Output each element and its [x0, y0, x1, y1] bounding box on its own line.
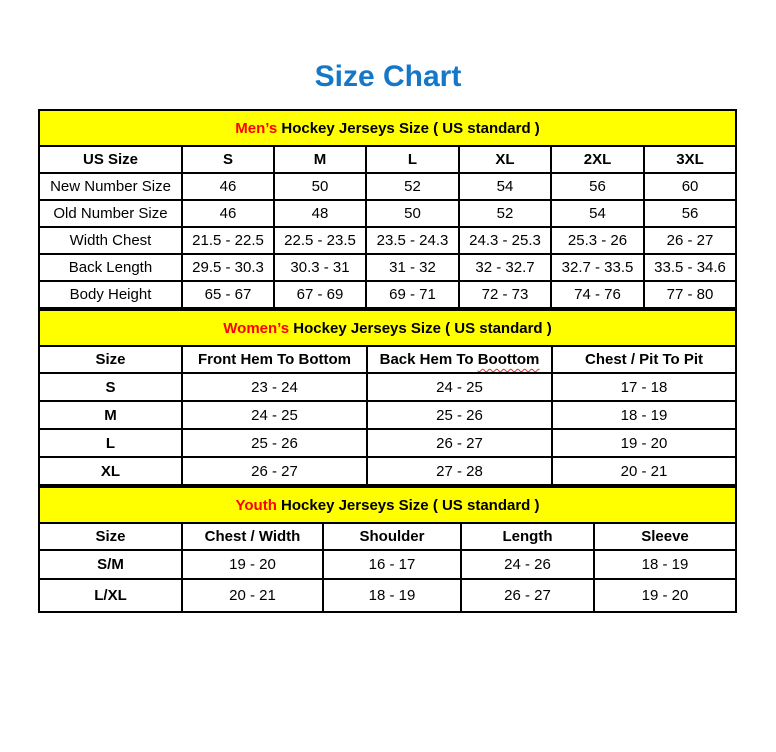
youth-size-value: 18 - 19: [323, 579, 461, 612]
youth-banner-text: Hockey Jerseys Size ( US standard ): [276, 496, 540, 514]
youth-size-value: 19 - 20: [182, 550, 323, 579]
mens-size-value: 72 - 73: [459, 281, 551, 308]
youth-data-row: [39, 579, 736, 612]
mens-size-value: 29.5 - 30.3: [182, 254, 274, 281]
mens-size-value: 54: [551, 200, 644, 227]
mens-size-value: 23.5 - 24.3: [366, 227, 459, 254]
womens-data-row: [39, 373, 736, 401]
womens-data-row: [39, 401, 736, 429]
womens-size-value: 27 - 28: [367, 457, 552, 485]
womens-banner-row: [39, 310, 736, 346]
womens-data-row: [39, 457, 736, 485]
mens-column-header: S: [182, 146, 274, 173]
mens-row-label: New Number Size: [39, 173, 182, 200]
womens-size-value: 26 - 27: [367, 429, 552, 457]
womens-column-header: Chest / Pit To Pit: [552, 346, 736, 373]
mens-column-header: US Size: [39, 146, 182, 173]
mens-banner-row: [39, 110, 736, 146]
womens-banner-highlight: Women’s: [223, 319, 290, 337]
womens-size-value: 18 - 19: [552, 401, 736, 429]
mens-size-value: 52: [459, 200, 551, 227]
womens-section-banner: [39, 310, 736, 346]
mens-size-value: 56: [551, 173, 644, 200]
mens-column-header: L: [366, 146, 459, 173]
youth-data-row: [39, 550, 736, 579]
mens-size-value: 24.3 - 25.3: [459, 227, 551, 254]
mens-section-banner: [39, 110, 736, 146]
youth-column-header: Sleeve: [594, 523, 736, 550]
mens-size-value: 30.3 - 31: [274, 254, 366, 281]
mens-size-value: 65 - 67: [182, 281, 274, 308]
womens-data-row: [39, 429, 736, 457]
womens-size-value: 24 - 25: [367, 373, 552, 401]
womens-header-row: [39, 346, 736, 373]
youth-size-value: 20 - 21: [182, 579, 323, 612]
mens-banner-highlight: Men’s: [235, 119, 278, 137]
mens-size-value: 56: [644, 200, 736, 227]
womens-row-label: S: [39, 373, 182, 401]
womens-row-label: L: [39, 429, 182, 457]
mens-size-value: 32 - 32.7: [459, 254, 551, 281]
mens-size-value: 50: [274, 173, 366, 200]
mens-size-value: 46: [182, 173, 274, 200]
mens-row-label: Back Length: [39, 254, 182, 281]
mens-size-value: 50: [366, 200, 459, 227]
mens-size-value: 69 - 71: [366, 281, 459, 308]
womens-column-header: Front Hem To Bottom: [182, 346, 367, 373]
mens-data-row: [39, 200, 736, 227]
youth-column-header: Length: [461, 523, 594, 550]
mens-size-value: 74 - 76: [551, 281, 644, 308]
mens-row-label: Old Number Size: [39, 200, 182, 227]
mens-banner-text: Hockey Jerseys Size ( US standard ): [277, 119, 540, 137]
mens-column-header: XL: [459, 146, 551, 173]
misspelled-word-squiggle: Boottom: [477, 351, 540, 368]
mens-data-row: [39, 227, 736, 254]
womens-column-header: Back Hem To Boottom: [367, 346, 552, 373]
womens-size-table: [38, 309, 737, 486]
youth-header-row: [39, 523, 736, 550]
mens-column-header: M: [274, 146, 366, 173]
mens-size-value: 22.5 - 23.5: [274, 227, 366, 254]
mens-size-value: 32.7 - 33.5: [551, 254, 644, 281]
youth-row-label: L/XL: [39, 579, 182, 612]
mens-size-value: 48: [274, 200, 366, 227]
mens-size-value: 77 - 80: [644, 281, 736, 308]
womens-size-value: 17 - 18: [552, 373, 736, 401]
womens-size-value: 25 - 26: [367, 401, 552, 429]
womens-column-header: Size: [39, 346, 182, 373]
mens-size-value: 33.5 - 34.6: [644, 254, 736, 281]
youth-size-value: 18 - 19: [594, 550, 736, 579]
youth-size-value: 16 - 17: [323, 550, 461, 579]
mens-size-value: 52: [366, 173, 459, 200]
mens-size-value: 67 - 69: [274, 281, 366, 308]
mens-size-value: 31 - 32: [366, 254, 459, 281]
size-chart-container: [38, 109, 737, 613]
womens-row-label: XL: [39, 457, 182, 485]
mens-data-row: [39, 281, 736, 308]
womens-size-value: 26 - 27: [182, 457, 367, 485]
womens-size-value: 25 - 26: [182, 429, 367, 457]
mens-size-value: 54: [459, 173, 551, 200]
youth-size-value: 24 - 26: [461, 550, 594, 579]
youth-size-value: 19 - 20: [594, 579, 736, 612]
youth-column-header: Size: [39, 523, 182, 550]
mens-size-value: 60: [644, 173, 736, 200]
youth-section-banner: [39, 487, 736, 523]
mens-size-table: [38, 109, 737, 309]
youth-banner-row: [39, 487, 736, 523]
youth-column-header: Chest / Width: [182, 523, 323, 550]
mens-row-label: Body Height: [39, 281, 182, 308]
youth-row-label: S/M: [39, 550, 182, 579]
mens-data-row: [39, 173, 736, 200]
youth-size-table: [38, 486, 737, 613]
womens-size-value: 19 - 20: [552, 429, 736, 457]
mens-column-header: 3XL: [644, 146, 736, 173]
mens-column-header: 2XL: [551, 146, 644, 173]
youth-size-value: 26 - 27: [461, 579, 594, 612]
mens-size-value: 21.5 - 22.5: [182, 227, 274, 254]
mens-data-row: [39, 254, 736, 281]
womens-banner-text: Hockey Jerseys Size ( US standard ): [289, 319, 552, 337]
womens-row-label: M: [39, 401, 182, 429]
youth-column-header: Shoulder: [323, 523, 461, 550]
womens-size-value: 23 - 24: [182, 373, 367, 401]
mens-size-value: 46: [182, 200, 274, 227]
womens-size-value: 20 - 21: [552, 457, 736, 485]
mens-size-value: 25.3 - 26: [551, 227, 644, 254]
youth-banner-highlight: Youth: [235, 496, 277, 514]
page-title: Size Chart: [314, 60, 462, 93]
womens-size-value: 24 - 25: [182, 401, 367, 429]
mens-header-row: [39, 146, 736, 173]
mens-size-value: 26 - 27: [644, 227, 736, 254]
mens-row-label: Width Chest: [39, 227, 182, 254]
